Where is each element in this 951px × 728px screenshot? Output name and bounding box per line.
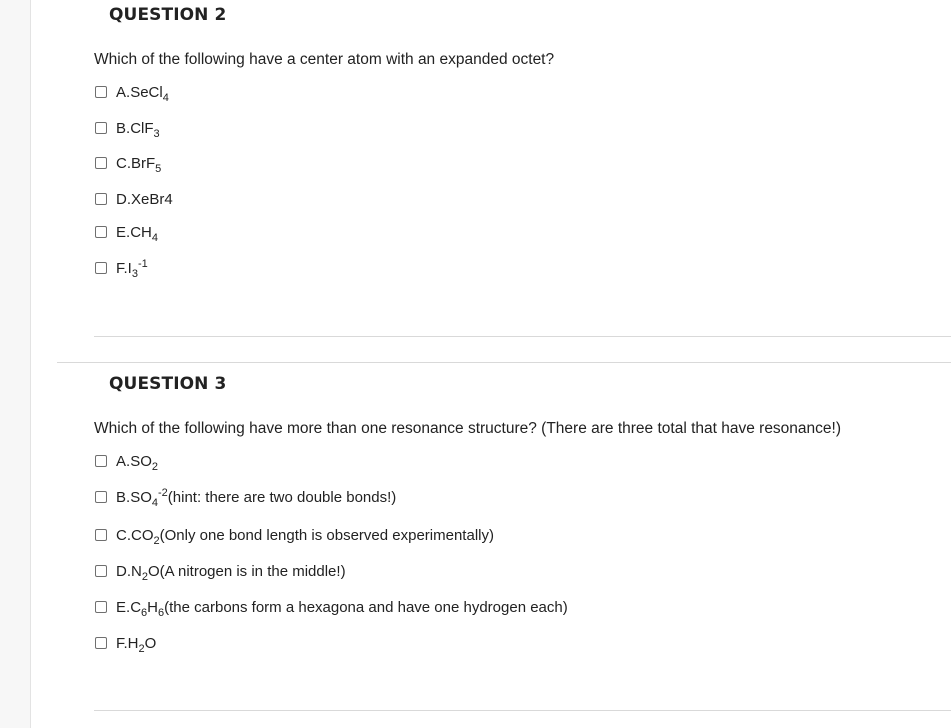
option-label: B. — [116, 488, 131, 506]
q2-option-d-checkbox[interactable] — [95, 193, 107, 205]
option-formula: $CH_4$ — [130, 223, 158, 244]
question-2-divider — [94, 336, 951, 337]
question-separator — [57, 362, 951, 363]
question-3-divider — [94, 710, 951, 711]
q2-option-c-checkbox[interactable] — [95, 157, 107, 169]
option-formula: SeCl$_4$ — [130, 83, 169, 104]
question-2-title: QUESTION 2 — [109, 5, 227, 25]
q2-option-e-checkbox[interactable] — [95, 226, 107, 238]
option-label: F. — [116, 634, 128, 652]
q3-option-b-checkbox[interactable] — [95, 491, 107, 503]
q3-option-f[interactable] — [95, 633, 156, 653]
q2-option-a-checkbox[interactable] — [95, 86, 107, 98]
q2-option-a[interactable] — [95, 82, 169, 102]
option-formula: $C_6H_6$ — [130, 598, 165, 619]
option-label: F. — [116, 259, 128, 277]
q3-option-a[interactable] — [95, 451, 158, 471]
option-label: A. — [116, 83, 131, 101]
q2-option-f-checkbox[interactable] — [95, 262, 107, 274]
q3-option-d[interactable] — [95, 561, 346, 581]
option-formula: XeBr4 — [131, 190, 173, 208]
option-label: D. — [116, 190, 131, 208]
option-formula: $SO_4^{-2}$ — [130, 486, 168, 509]
option-label: A. — [116, 452, 131, 470]
option-label: C. — [116, 154, 131, 172]
option-hint: (Only one bond length is observed experimentally) — [159, 526, 494, 544]
option-hint: (A nitrogen is in the middle!) — [159, 562, 346, 580]
option-formula: $CO_2$ — [131, 526, 160, 547]
option-label: D. — [116, 562, 131, 580]
q2-option-c[interactable] — [95, 153, 161, 173]
option-formula: $N_2O$ — [131, 562, 160, 583]
option-formula: ClF$_3$ — [130, 119, 160, 140]
question-3-title: QUESTION 3 — [109, 374, 227, 394]
option-hint: (hint: there are two double bonds!) — [167, 488, 397, 506]
option-formula: $H_2O$ — [127, 634, 157, 655]
q3-option-a-checkbox[interactable] — [95, 455, 107, 467]
q2-option-b[interactable] — [95, 118, 160, 138]
option-hint: (the carbons form a hexagona and have one hydrogen each) — [164, 598, 568, 616]
option-formula: BrF$_5$ — [131, 154, 162, 175]
left-sidebar-strip — [0, 0, 31, 728]
q3-option-b[interactable] — [95, 487, 396, 507]
option-formula: $I_3^{-1}$ — [127, 257, 148, 280]
option-label: E. — [116, 598, 131, 616]
q2-option-f[interactable] — [95, 258, 148, 278]
q3-option-c[interactable] — [95, 525, 494, 545]
q3-option-e-checkbox[interactable] — [95, 601, 107, 613]
option-label: B. — [116, 119, 131, 137]
option-label: E. — [116, 223, 131, 241]
question-3-text: Which of the following have more than one resonance structure? (There are three total that have resonance!) — [94, 420, 842, 437]
question-2-text: Which of the following have a center atom with an expanded octet? — [94, 51, 555, 68]
option-formula: $SO_2$ — [130, 452, 158, 473]
q2-option-e[interactable] — [95, 222, 158, 242]
q3-option-d-checkbox[interactable] — [95, 565, 107, 577]
q2-option-d[interactable] — [95, 189, 173, 209]
q3-option-f-checkbox[interactable] — [95, 637, 107, 649]
q2-option-b-checkbox[interactable] — [95, 122, 107, 134]
q3-option-c-checkbox[interactable] — [95, 529, 107, 541]
option-label: C. — [116, 526, 131, 544]
q3-option-e[interactable] — [95, 597, 568, 617]
